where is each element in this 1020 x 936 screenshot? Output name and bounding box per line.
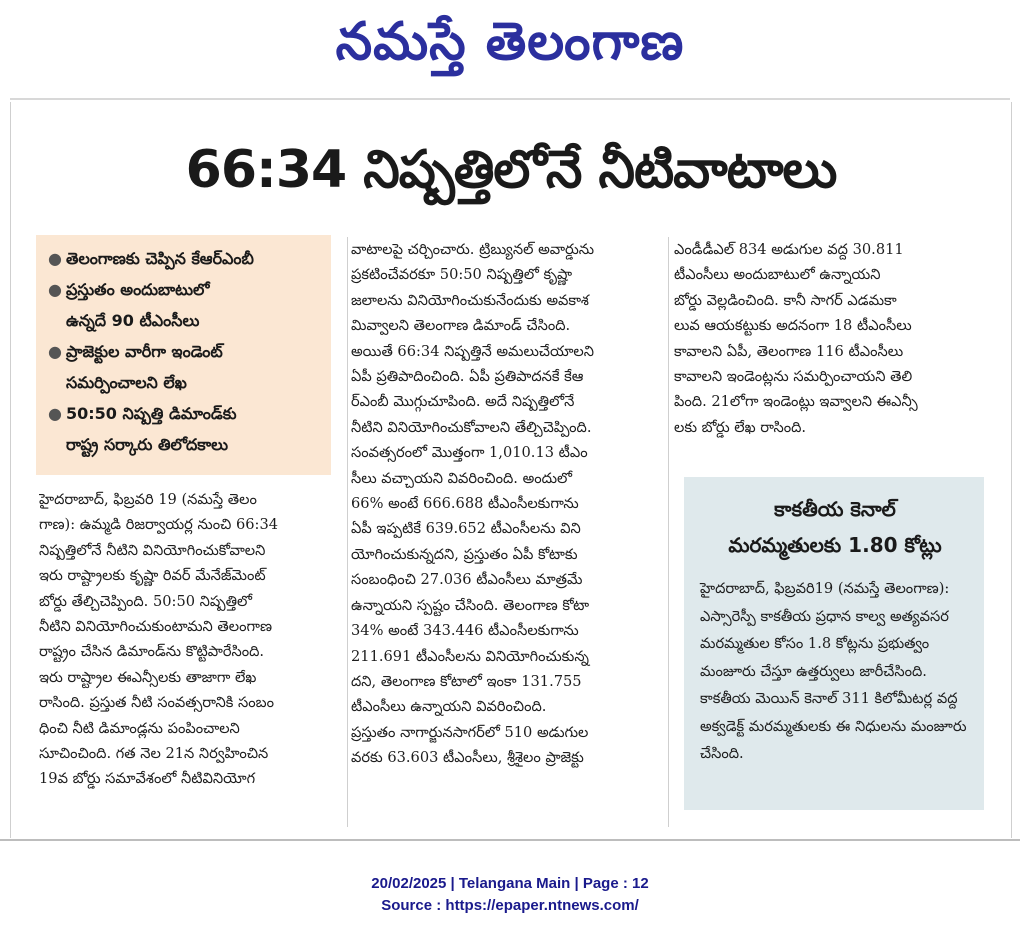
highlights-box bbox=[36, 235, 331, 475]
article-column-3 bbox=[674, 237, 984, 467]
sidebar-body: హైదరాబాద్, ఫిబ్రవరి19 (నమస్తే తెలంగాణ): ఎస్సారెస్పీ కాకతీయ ప్రధాన కాల్వ అత్యవసర మరమ్మతుల కోసం 1.8 కోట్లను ప్రభుత్వం మంజూరు చేస్తూ ఉత్తర్వులు జారీచేసింది. కాకతీయ మెయిన్ కెనాల్ 311 కిలోమీటర్ల వద్ద అక్వడెక్ట్ మరమ్మతులకు ఈ నిధులను మంజూరు చేసింది. bbox=[700, 580, 967, 762]
text-line: జలాలను వినియోగించుకునేందుకు అవకాశ bbox=[351, 291, 589, 309]
text-line: 19వ బోర్డు సమావేశంలో నీటివినియోగ bbox=[39, 770, 256, 788]
page-footer bbox=[0, 873, 1020, 917]
highlight-text: తెలంగాణకు చెప్పిన కేఆర్ఎంబీ bbox=[66, 249, 254, 268]
highlight-item bbox=[48, 398, 321, 460]
masthead bbox=[0, 0, 1020, 95]
article-headline: 66:34 నిష్పత్తిలోనే నీటివాటాలు bbox=[185, 140, 837, 200]
highlight-text: ప్రాజెక్టుల వారీగా ఇండెంట్ సమర్పించాలని లేఖ bbox=[66, 342, 223, 392]
highlight-text: ప్రస్తుతం అందుబాటులో ఉన్నదే 90 టీఎంసీలు bbox=[66, 280, 210, 330]
text-line: కావాలని ఇండెంట్లను సమర్పించాయని తెలి bbox=[674, 368, 913, 386]
footer-date-edition: 20/02/2025 | Telangana Main | Page : 12 bbox=[371, 875, 649, 892]
text-line: గాణ): ఉమ్మడి రిజర్వాయర్ల నుంచి 66:34 bbox=[39, 516, 279, 534]
text-line: రాష్ట్రం చేసిన డిమాండ్‌ను కొట్టిపారేసింది. bbox=[39, 643, 265, 661]
bullet-icon: ● bbox=[48, 249, 62, 268]
text-line: ఉన్నాయని స్పష్టం చేసింది. తెలంగాణ కోటా bbox=[351, 596, 590, 614]
text-line: 66% అంటే 666.688 టీఎంసీలకుగాను bbox=[351, 495, 579, 513]
sidebar-story-box bbox=[684, 477, 984, 810]
text-line: హైదరాబాద్, ఫిబ్రవరి 19 (నమస్తే తెలం bbox=[39, 491, 257, 508]
highlight-text: 50:50 నిష్పత్తి డిమాండ్‌కు రాష్ట్ర సర్కారు తిలోదకాలు bbox=[66, 404, 237, 454]
text-line: ఏపీ ప్రతిపాదించింది. ఏపీ ప్రతిపాదనకే కేఆ bbox=[351, 368, 584, 386]
text-line: కావాలని ఏపీ, తెలంగాణ 116 టీఎంసీలు bbox=[674, 342, 904, 360]
sidebar-title-line: కాకతీయ కెనాల్ bbox=[774, 497, 896, 521]
text-line: ఇరు రాష్ట్రాలకు కృష్ణా రివర్ మేనేజ్‌మెంట్ bbox=[39, 567, 266, 585]
text-line: టీఎంసీలు ఉన్నాయని వివరించింది. bbox=[351, 698, 547, 716]
column-divider bbox=[668, 237, 669, 827]
text-line: అయితే 66:34 నిష్పత్తినే అమలుచేయాలని bbox=[351, 342, 595, 360]
text-line: ఏపీ ఇప్పటికే 639.652 టీఎంసీలను విని bbox=[351, 520, 581, 538]
text-line: దని, తెలంగాణ కోటాలో ఇంకా 131.755 bbox=[351, 672, 582, 690]
article-clipping bbox=[10, 102, 1012, 838]
footer-source-link[interactable]: Source : https://epaper.ntnews.com/ bbox=[381, 897, 639, 914]
text-line: ధించి నీటి డిమాండ్లను పంపించాలని bbox=[39, 719, 240, 737]
text-line: ర్ఎంబీ మొగ్గుచూపింది. అదే నిష్పత్తిలోనే bbox=[351, 393, 575, 411]
text-line: లువ ఆయకట్టుకు అదనంగా 18 టీఎంసీలు bbox=[674, 317, 912, 335]
text-line: రాసింది. ప్రస్తుత నీటి సంవత్సరానికి సంబం bbox=[39, 694, 274, 712]
text-line: సంబంధించి 27.036 టీఎంసీలు మాత్రమే bbox=[351, 571, 583, 589]
sidebar-title-line: మరమ్మతులకు 1.80 కోట్లు bbox=[728, 533, 942, 557]
text-line: సీలు వచ్చాయని వివరించింది. అందులో bbox=[351, 469, 573, 487]
text-line: సంవత్సరంలో మొత్తంగా 1,010.13 టీఎం bbox=[351, 444, 588, 462]
masthead-divider bbox=[10, 98, 1010, 100]
text-line: బోర్డు తేల్చిచెప్పింది. 50:50 నిష్పత్తిలో bbox=[39, 592, 253, 610]
text-line: వరకు 63.603 టీఎంసీలు, శ్రీశైలం ప్రాజెక్టు bbox=[351, 749, 584, 767]
highlight-item bbox=[48, 274, 321, 336]
text-line: యోగించుకున్నదని, ప్రస్తుతం ఏపీ కోటాకు bbox=[351, 545, 578, 563]
text-line: టీఎంసీలు అందుబాటులో ఉన్నాయని bbox=[674, 266, 881, 284]
text-line: నీటిని వినియోగించుకోవాలని తేల్చిచెప్పింది. bbox=[351, 418, 592, 436]
article-column-1 bbox=[39, 487, 344, 829]
highlight-item bbox=[48, 336, 321, 398]
column-divider bbox=[347, 237, 348, 827]
text-line: ప్రకటించేవరకూ 50:50 నిష్పత్తిలో కృష్ణా bbox=[351, 266, 572, 284]
text-line: మివ్వాలని తెలంగాణ డిమాండ్ చేసింది. bbox=[351, 317, 571, 335]
text-line: బోర్డు వెల్లడించింది. కానీ సాగర్ ఎడమకా bbox=[674, 291, 897, 309]
text-line: నిష్పత్తిలోనే నీటిని వినియోగించుకోవాలని bbox=[39, 541, 266, 559]
text-line: ప్రస్తుతం నాగార్జునసాగర్‌లో 510 అడుగుల bbox=[351, 723, 589, 741]
bullet-icon: ● bbox=[48, 280, 62, 299]
text-line: 211.691 టీఎంసీలను వినియోగించుకున్న bbox=[351, 647, 589, 665]
newspaper-logo: నమస్తే తెలంగాణ bbox=[335, 10, 685, 72]
bullet-icon: ● bbox=[48, 404, 62, 423]
text-line: పింది. 21లోగా ఇండెంట్లు ఇవ్వాలని ఈఎన్సీ bbox=[674, 393, 918, 411]
sidebar-title bbox=[700, 491, 970, 563]
text-line: లకు బోర్డు లేఖ రాసింది. bbox=[674, 418, 807, 436]
highlight-item bbox=[48, 243, 321, 274]
text-line: ఎండీడీఎల్ 834 అడుగుల వద్ద 30.811 bbox=[674, 241, 904, 258]
text-line: సూచించింది. గత నెల 21న నిర్వహించిన bbox=[39, 745, 269, 763]
bottom-divider bbox=[0, 839, 1020, 841]
text-line: ఇరు రాష్ట్రాల ఈఎన్సీలకు తాజాగా లేఖ bbox=[39, 668, 257, 686]
text-line: నీటిని వినియోగించుకుంటామని తెలంగాణ bbox=[39, 618, 273, 636]
text-line: 34% అంటే 343.446 టీఎంసీలకుగాను bbox=[351, 622, 579, 640]
text-line: వాటాలపై చర్చించారు. ట్రిబ్యునల్ అవార్డును bbox=[351, 241, 595, 258]
bullet-icon: ● bbox=[48, 342, 62, 361]
article-column-2 bbox=[351, 237, 661, 829]
